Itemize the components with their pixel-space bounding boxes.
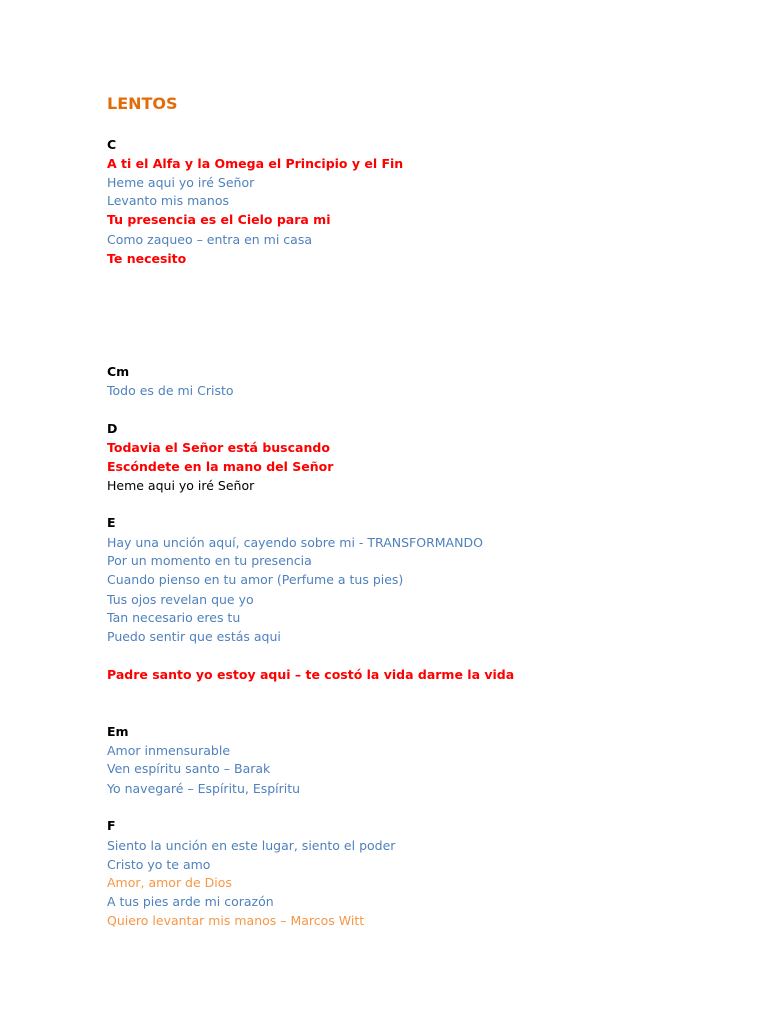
song-line: Heme aqui yo iré Señor (107, 175, 255, 190)
song-line: Escóndete en la mano del Señor (107, 459, 334, 474)
song-line: Heme aqui yo iré Señor (107, 478, 255, 493)
song-line: Levanto mis manos (107, 193, 229, 208)
section-key: E (107, 515, 116, 530)
song-line: Todavia el Señor está buscando (107, 440, 330, 455)
song-line: Cristo yo te amo (107, 857, 211, 872)
section-key: C (107, 137, 117, 152)
song-line: Como zaqueo – entra en mi casa (107, 232, 312, 247)
section-key: D (107, 421, 118, 436)
song-line: Cuando pienso en tu amor (Perfume a tus pies) (107, 572, 404, 587)
song-line: A tus pies arde mi corazón (107, 894, 274, 909)
song-line: A ti el Alfa y la Omega el Principio y el Fin (107, 156, 404, 171)
song-line: Hay una unción aquí, cayendo sobre mi - TRANSFORMANDO (107, 535, 483, 550)
song-line: Ven espíritu santo – Barak (107, 761, 271, 776)
song-line: Siento la unción en este lugar, siento el poder (107, 838, 396, 853)
section-key: F (107, 818, 116, 833)
section-key: Cm (107, 364, 130, 379)
song-line: Tu presencia es el Cielo para mi (107, 212, 331, 227)
song-line: Padre santo yo estoy aqui – te costó la vida darme la vida (107, 667, 515, 682)
song-line: Tus ojos revelan que yo (107, 592, 254, 607)
song-line: Por un momento en tu presencia (107, 553, 312, 568)
song-line: Amor inmensurable (107, 743, 231, 758)
song-line: Quiero levantar mis manos – Marcos Witt (107, 913, 365, 928)
song-line: Todo es de mi Cristo (107, 383, 234, 398)
song-line: Amor, amor de Dios (107, 875, 232, 890)
page-title: LENTOS (107, 94, 178, 113)
section-key: Em (107, 724, 129, 739)
song-line: Te necesito (107, 251, 187, 266)
song-line: Tan necesario eres tu (107, 610, 241, 625)
song-line: Yo navegaré – Espíritu, Espíritu (107, 781, 301, 796)
song-line: Puedo sentir que estás aqui (107, 629, 281, 644)
